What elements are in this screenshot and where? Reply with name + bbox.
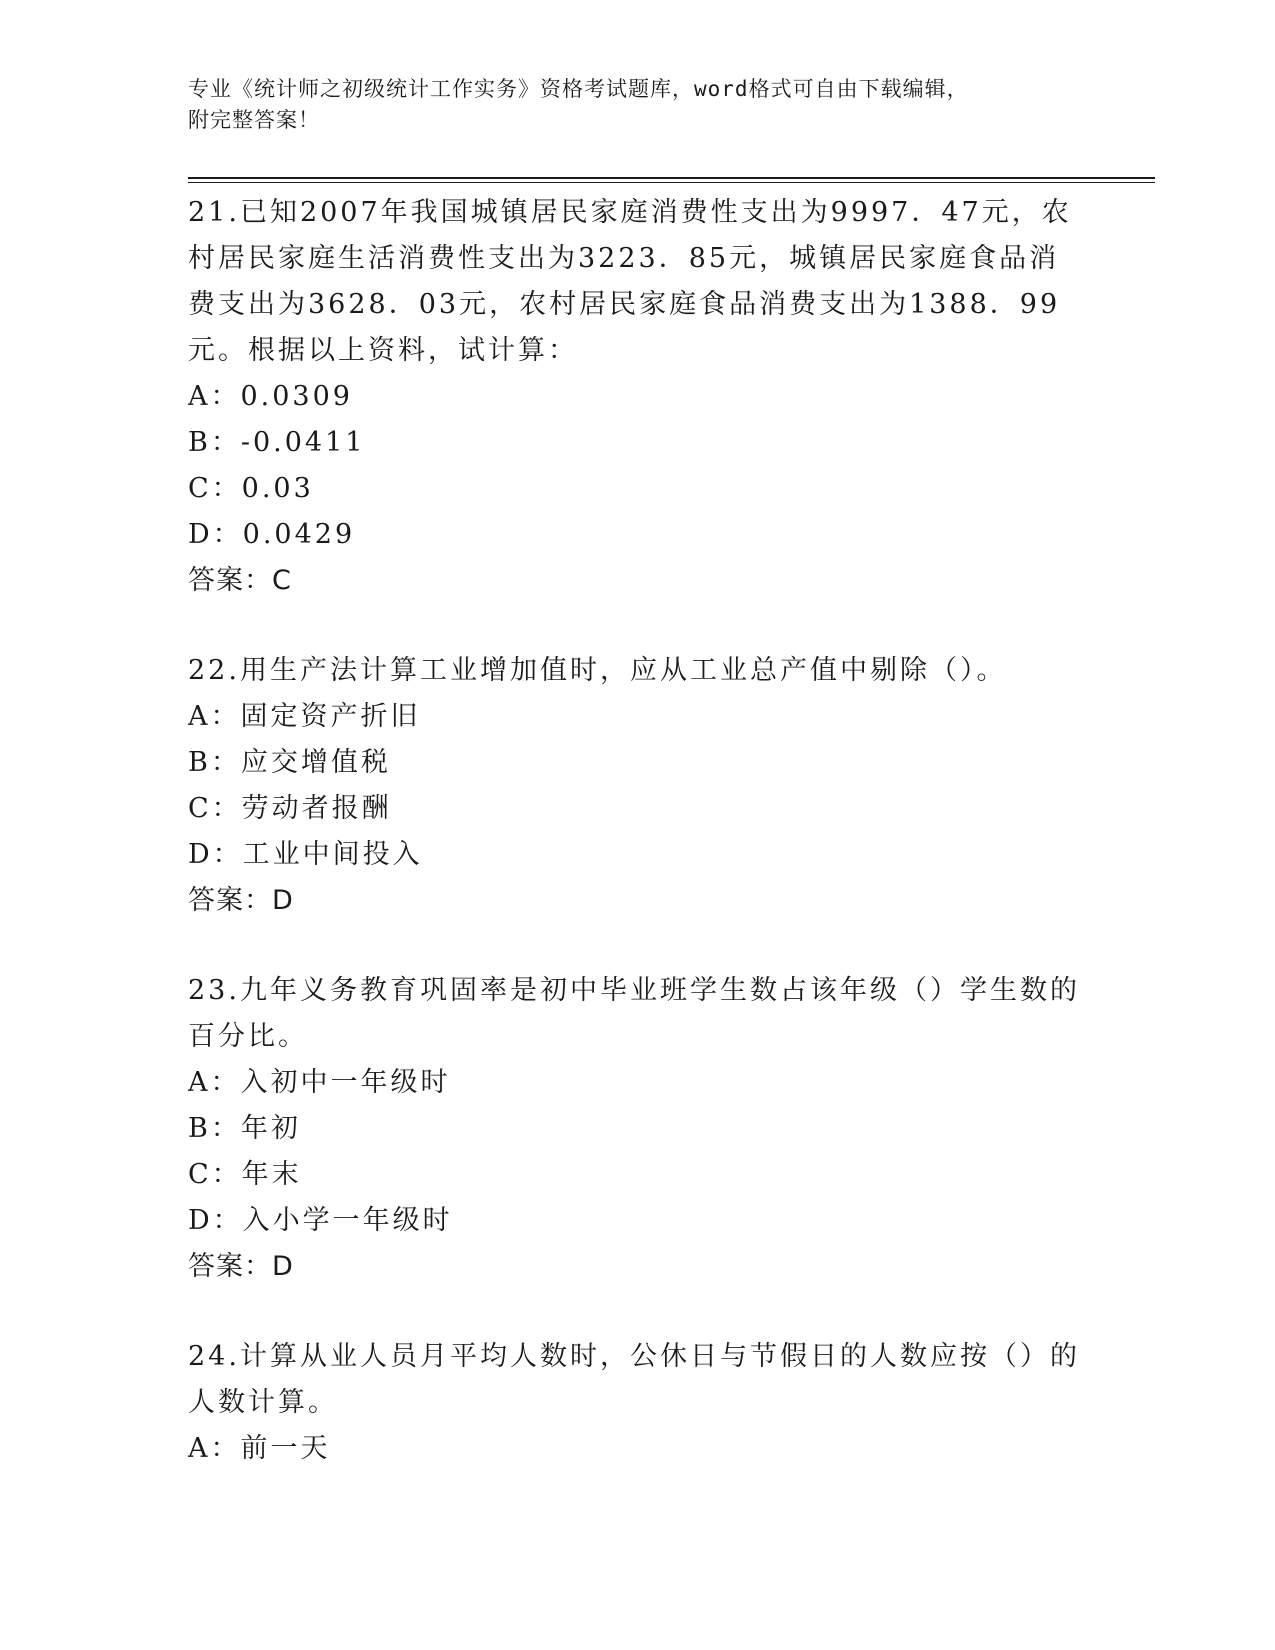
header-line-2: 附完整答案！ [188, 108, 320, 132]
question-stem: 21.已知2007年我国城镇居民家庭消费性支出为9997．47元，农村居民家庭生活消费性支出为3223．85元，城镇居民家庭食品消费支出为3628．03元，农村居民家庭食品消费支出为1388．99元。根据以上资料，试计算： [188, 197, 1072, 366]
question-stem: 24.计算从业人员月平均人数时，公休日与节假日的人数应按（）的人数计算。 [188, 1341, 1080, 1418]
option-d: D：工业中间投入 [188, 839, 423, 870]
document-header [188, 74, 1068, 136]
header-rule-thin [188, 182, 1155, 183]
option-d: D：入小学一年级时 [188, 1205, 453, 1236]
question-stem: 22.用生产法计算工业增加值时，应从工业总产值中剔除（）。 [188, 655, 1007, 686]
question-24 [188, 1334, 1088, 1472]
question-stem: 23.九年义务教育巩固率是初中毕业班学生数占该年级（）学生数的百分比。 [188, 975, 1080, 1052]
answer: 答案：C [188, 565, 292, 596]
option-b: B：-0.0411 [188, 427, 366, 458]
option-a: A：固定资产折旧 [188, 701, 421, 732]
option-b: B：应交增值税 [188, 747, 391, 778]
question-list [188, 190, 1088, 1516]
option-a: A：前一天 [188, 1433, 331, 1464]
option-c: C：劳动者报酬 [188, 793, 392, 824]
header-line-1: 专业《统计师之初级统计工作实务》资格考试题库，word格式可自由下载编辑， [188, 77, 969, 101]
question-23 [188, 968, 1088, 1290]
question-22 [188, 648, 1088, 924]
answer: 答案：D [188, 885, 294, 916]
option-a: A：0.0309 [188, 381, 353, 412]
question-21 [188, 190, 1088, 604]
answer: 答案：D [188, 1251, 294, 1282]
option-c: C：年末 [188, 1159, 302, 1190]
header-rule-thick [188, 177, 1155, 179]
option-d: D：0.0429 [188, 519, 356, 550]
option-b: B：年初 [188, 1113, 301, 1144]
option-c: C：0.03 [188, 473, 314, 504]
option-a: A：入初中一年级时 [188, 1067, 451, 1098]
